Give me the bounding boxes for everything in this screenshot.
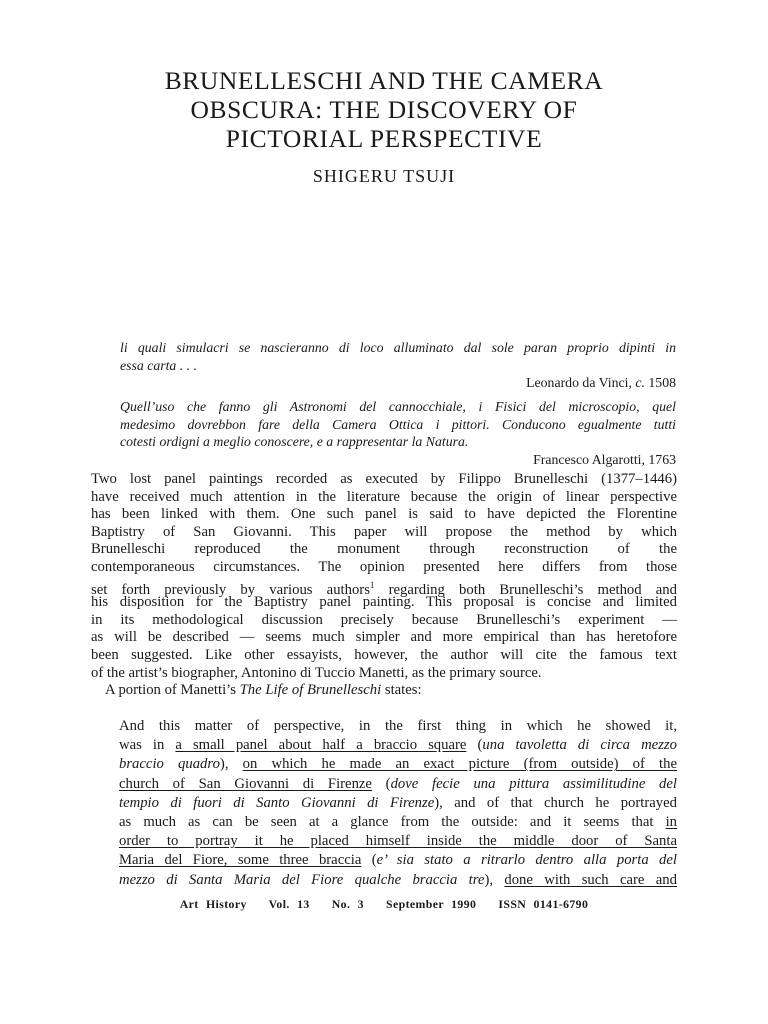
body-text-fragment: A portion of Manetti’s xyxy=(105,682,240,699)
italian-phrase: braccio quadro xyxy=(119,756,220,773)
italian-phrase: mezzo di Santa Maria del Fiore qualche braccia tre xyxy=(119,871,485,888)
quote-fragment: ( xyxy=(466,737,483,754)
author-name: SHIGERU TSUJI xyxy=(312,166,456,186)
quote-line xyxy=(119,832,677,851)
body-line: of the artist’s biographer, Antonino di Tuccio Manetti, as the primary source. xyxy=(91,664,542,681)
body-line: Two lost panel paintings recorded as executed by Filippo Brunelleschi (1377–1446) xyxy=(91,471,677,487)
attribution-year: 1508 xyxy=(648,375,676,391)
italian-phrase: una tavoletta di circa mezzo xyxy=(482,737,677,754)
underlined-phrase: order to portray it he placed himself inside the middle door of Santa xyxy=(119,833,677,850)
italian-phrase: dove fecie una pittura assimilitudine del xyxy=(390,775,677,792)
body-line: has been linked with them. One such panel is said to have depicted the Florentine xyxy=(91,506,677,523)
book-title: The Life of Brunelleschi xyxy=(239,682,382,699)
body-text-fragment: set forth previously by various authors xyxy=(91,581,370,598)
epigraph-quote xyxy=(120,397,676,450)
body-line: Brunelleschi reproduced the monument through reconstruction of the xyxy=(91,541,677,558)
quote-fragment: as much as can be seen at a glance from the outside: and it seems that xyxy=(119,813,666,830)
quote-line xyxy=(119,775,677,794)
epigraph-line: Quell’uso che fanno gli Astronomi del cannocchiale, i Fisici del microscopio, quel xyxy=(120,399,676,414)
italian-phrase: tempio di fuori di Santo Giovanni di Firenze xyxy=(119,794,435,811)
epigraph-algarotti xyxy=(120,397,676,469)
body-line: as will be described — seems much simpler and more empirical than has heretofore xyxy=(91,629,677,646)
footnote-ref-1[interactable]: 1 xyxy=(369,579,375,590)
quote-line xyxy=(119,813,677,832)
underlined-phrase: Maria del Fiore, some three braccia xyxy=(119,852,362,869)
quote-fragment: ), xyxy=(484,871,505,888)
epigraph-leonardo xyxy=(120,338,676,392)
quote-line: And this matter of perspective, in the first thing in which he showed it, xyxy=(119,718,677,734)
body-paragraph xyxy=(91,471,677,700)
body-line xyxy=(91,577,677,598)
epigraph-line: medesimo dovrebbon fare della Camera Ottica i pittori. Conducono egualmente tutti xyxy=(120,416,676,432)
quote-line xyxy=(119,871,677,890)
title-line-1: BRUNELLESCHI AND THE CAMERA xyxy=(164,66,604,95)
quote-line xyxy=(119,755,677,774)
body-line: Baptistry of San Giovanni. This paper will propose the method by which xyxy=(91,523,677,540)
underlined-phrase: on which he made an exact picture (from outside) of the xyxy=(242,756,677,773)
quote-line xyxy=(119,794,677,813)
quote-line xyxy=(119,851,677,870)
body-text-fragment: regarding both Brunelleschi’s method and xyxy=(374,581,677,598)
body-line xyxy=(91,682,677,700)
journal-footer: Art History Vol. 13 No. 3 September 1990 ISSN 0141-6790 xyxy=(179,897,589,911)
paper-title xyxy=(60,66,708,153)
title-line-2: OBSCURA: THE DISCOVERY OF xyxy=(190,95,578,124)
attribution-name: Leonardo da Vinci, xyxy=(526,375,632,391)
body-line: his disposition for the Baptistry panel painting. This proposal is concise and limited xyxy=(91,594,677,611)
epigraph-attribution xyxy=(120,373,676,392)
italian-phrase: e’ sia stato a ritrarlo dentro alla porta del xyxy=(376,852,677,869)
body-line: contemporaneous circumstances. The opinion presented here differs from those xyxy=(91,558,677,575)
epigraph-line: li quali simulacri se nascieranno di loco alluminato dal sole paran proprio dipinti in xyxy=(120,340,676,355)
underlined-phrase: church of San Giovanni di Firenze xyxy=(119,775,372,792)
underlined-phrase: in xyxy=(665,813,677,830)
epigraph-line: cotesti ordigni a meglio conoscere, e a rappresentar la Natura. xyxy=(120,434,469,450)
underlined-phrase: a small panel about half a braccio square xyxy=(175,737,467,754)
title-line-3: PICTORIAL PERSPECTIVE xyxy=(225,124,543,153)
quote-fragment: ( xyxy=(361,852,377,869)
quote-fragment: ), and of that church he portrayed xyxy=(434,794,677,811)
quote-line xyxy=(119,736,677,755)
body-line: been suggested. Like other essayists, however, the author will cite the famous text xyxy=(91,646,677,663)
body-line: have received much attention in the literature because the origin of linear perspective xyxy=(91,488,677,505)
quote-fragment: was in xyxy=(119,737,176,754)
underlined-phrase: done with such care and xyxy=(504,871,677,888)
quote-fragment: ), xyxy=(219,756,243,773)
quote-fragment: ( xyxy=(371,775,391,792)
attribution-circa: c. xyxy=(635,375,645,391)
epigraph-quote xyxy=(120,338,676,373)
body-text-fragment: states: xyxy=(381,682,422,699)
manetti-quotation xyxy=(119,717,677,890)
epigraph-line: essa carta . . . xyxy=(120,357,198,373)
epigraph-attribution: Francesco Algarotti, 1763 xyxy=(533,451,676,467)
body-line: in its methodological discussion precisely because Brunelleschi’s experiment — xyxy=(91,611,677,628)
